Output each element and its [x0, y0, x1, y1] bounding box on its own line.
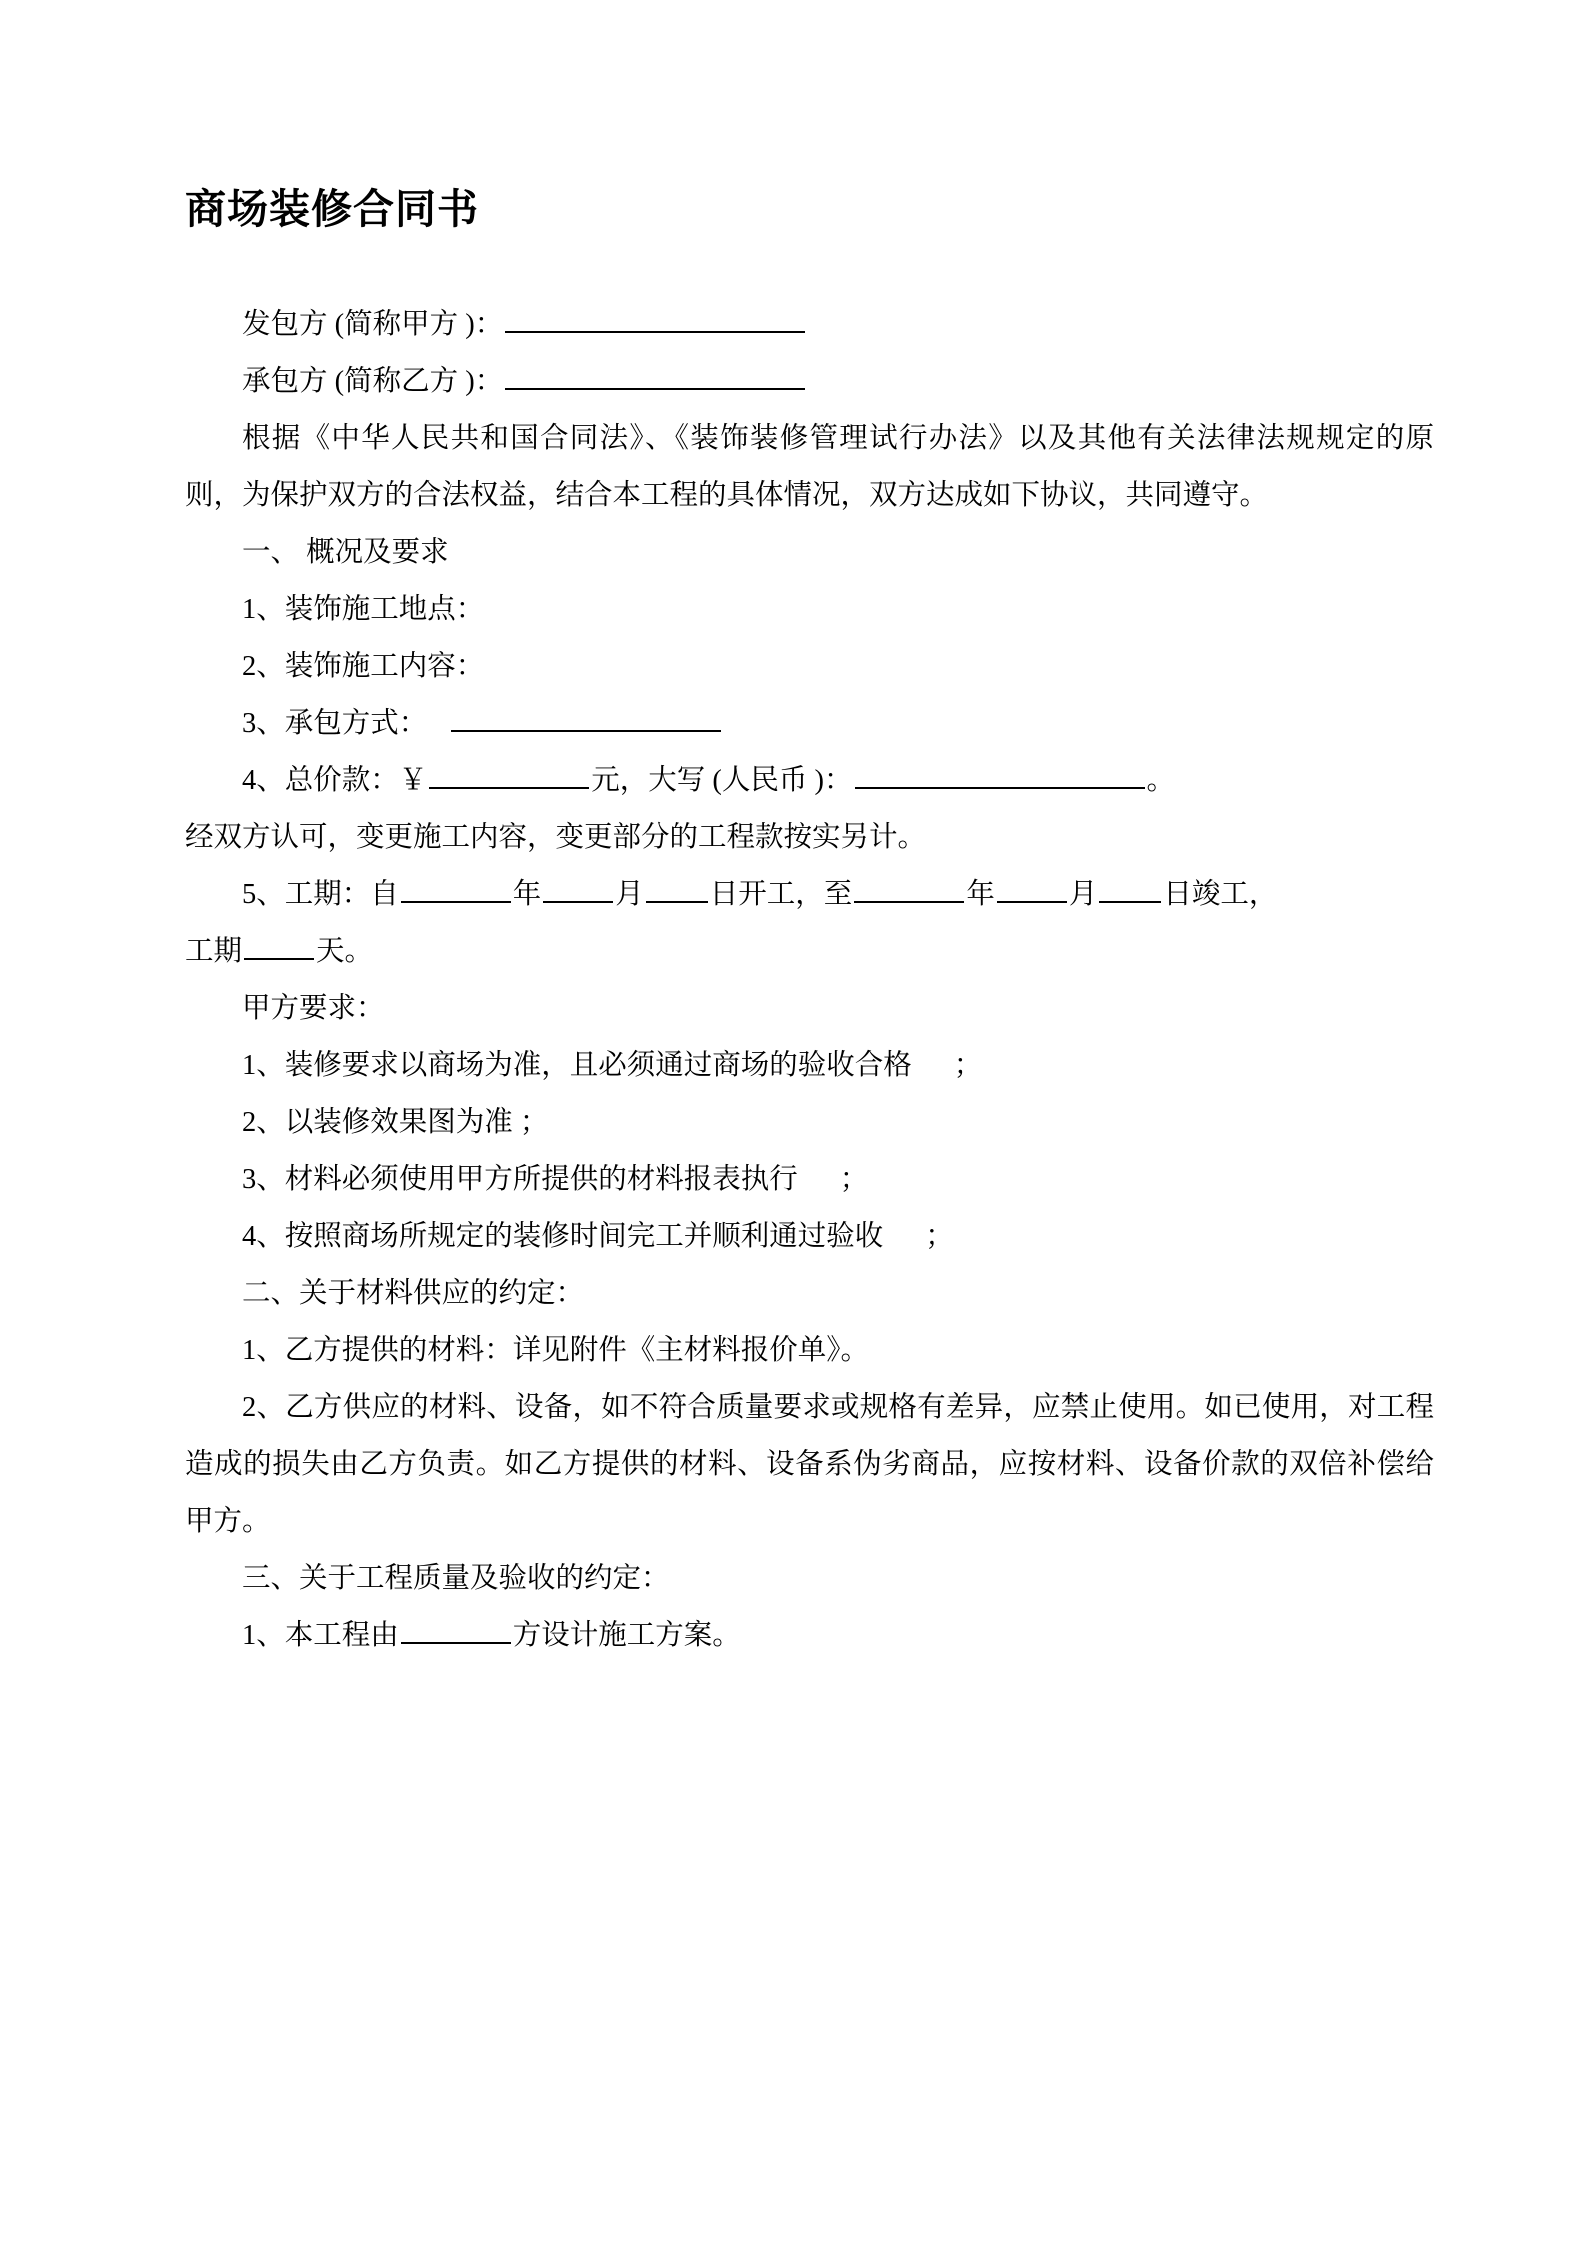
section-1-heading: 一、 概况及要求	[242, 537, 449, 569]
item-1-5-year: 年	[512, 879, 542, 911]
item-1-5-month: 月	[615, 879, 644, 911]
item-3-1-prefix: 1、本工程由	[242, 1620, 399, 1652]
start-month-blank[interactable]	[543, 875, 613, 903]
item-3-1	[185, 1607, 1434, 1664]
item-1-5-label: 5、工期：自	[242, 879, 399, 911]
page-title: 商场装修合同书	[185, 186, 479, 232]
total-amount-words-blank[interactable]	[855, 761, 1145, 789]
section-3-heading: 三、关于工程质量及验收的约定：	[242, 1563, 670, 1595]
end-month-blank[interactable]	[997, 875, 1067, 903]
party-b-label: 承包方 (简称乙方 )：	[242, 366, 504, 398]
party-a-label: 发包方 (简称甲方 )：	[242, 309, 504, 341]
end-year-blank[interactable]	[854, 875, 964, 903]
party-b-blank[interactable]	[505, 362, 805, 390]
demand-item-2: 2、以装修效果图为准 ；	[242, 1107, 549, 1139]
demand-heading: 甲方要求：	[242, 993, 385, 1025]
item-2-1: 1、乙方提供的材料：详见附件《主材料报价单》。	[242, 1335, 870, 1367]
total-amount-blank[interactable]	[429, 761, 589, 789]
demand-item-3-end: ；	[839, 1164, 869, 1196]
item-1-4-mid: 元，大写 (人民币 )：	[591, 765, 853, 797]
item-1-4-end: 。	[1146, 765, 1176, 797]
demand-item-4	[185, 1208, 1434, 1265]
item-1-4-label: 4、总价款：￥	[242, 765, 428, 797]
item-1-3-label: 3、承包方式：	[242, 708, 428, 740]
item-1-3	[185, 695, 1434, 752]
end-day-blank[interactable]	[1099, 875, 1161, 903]
demand-item-3-text: 3、材料必须使用甲方所提供的材料报表执行	[242, 1164, 798, 1196]
item-1-5-continued	[185, 923, 1434, 980]
item-1-5-start: 日开工，至	[709, 879, 853, 911]
section-2-heading: 二、关于材料供应的约定：	[242, 1278, 585, 1310]
design-party-blank[interactable]	[401, 1616, 511, 1644]
item-1-4-continued: 经双方认可，变更施工内容，变更部分的工程款按实另计。	[185, 822, 927, 854]
demand-item-1	[185, 1037, 1434, 1094]
item-1-4	[185, 752, 1434, 809]
demand-item-3	[185, 1151, 1434, 1208]
item-1-5	[185, 866, 1434, 923]
start-day-blank[interactable]	[646, 875, 708, 903]
party-a-blank[interactable]	[505, 305, 805, 333]
item-1-5-year-2: 年	[966, 879, 995, 911]
demand-item-1-end: ；	[953, 1050, 983, 1082]
demand-item-4-text: 4、按照商场所规定的装修时间完工并顺利通过验收	[242, 1221, 884, 1253]
duration-label: 工期	[185, 936, 243, 968]
item-1-1: 1、装饰施工地点：	[242, 594, 485, 626]
demand-item-4-end: ；	[925, 1221, 954, 1253]
duration-days-blank[interactable]	[244, 932, 314, 960]
contract-mode-blank[interactable]	[451, 704, 721, 732]
demand-item-1-text: 1、装修要求以商场为准，且必须通过商场的验收合格	[242, 1050, 912, 1082]
item-1-5-month-2: 月	[1068, 879, 1098, 911]
party-a-line	[185, 296, 1434, 353]
item-3-1-suffix: 方设计施工方案。	[512, 1620, 741, 1652]
item-1-5-end: 日竣工，	[1163, 879, 1278, 911]
item-2-2: 2、乙方供应的材料、设备，如不符合质量要求或规格有差异，应禁止使用。如已使用，对工程造成的损失由乙方负责。如乙方提供的材料、设备系伪劣商品，应按材料、设备价款的双倍补偿给甲方。	[185, 1392, 1434, 1538]
preamble-paragraph: 根据《中华人民共和国合同法》、《装饰装修管理试行办法》以及其他有关法律法规规定的原则，为保护双方的合法权益，结合本工程的具体情况，双方达成如下协议，共同遵守。	[185, 423, 1434, 512]
item-1-2: 2、装饰施工内容：	[242, 651, 485, 683]
start-year-blank[interactable]	[401, 875, 511, 903]
party-b-line	[185, 353, 1434, 410]
duration-unit: 天。	[316, 936, 374, 968]
